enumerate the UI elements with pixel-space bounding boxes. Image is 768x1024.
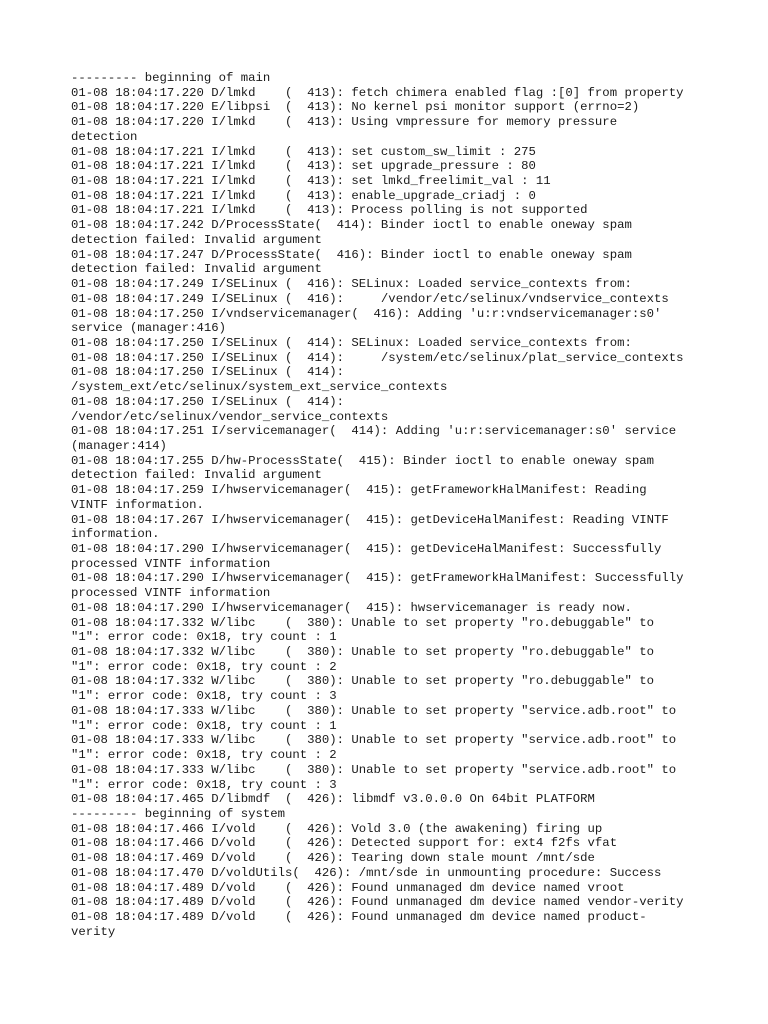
log-line: information.	[71, 527, 160, 542]
log-line: 01-08 18:04:17.220 E/libpsi ( 413): No kernel psi monitor support (errno=2)	[71, 100, 640, 115]
log-line: 01-08 18:04:17.469 D/vold ( 426): Tearing down stale mount /mnt/sde	[71, 851, 595, 866]
log-line: processed VINTF information	[71, 556, 271, 571]
log-line: "1": error code: 0x18, try count : 3	[71, 689, 337, 704]
log-line: 01-08 18:04:17.221 I/lmkd ( 413): Process polling is not supported	[71, 203, 588, 218]
log-line: 01-08 18:04:17.221 I/lmkd ( 413): set upgrade_pressure : 80	[71, 159, 536, 174]
log-line: /vendor/etc/selinux/vendor_service_contexts	[71, 409, 389, 424]
log-line: 01-08 18:04:17.249 I/SELinux ( 416): /vendor/etc/selinux/vndservice_contexts	[71, 291, 669, 306]
log-line: detection failed: Invalid argument	[71, 468, 322, 483]
log-line: 01-08 18:04:17.247 D/ProcessState( 416): Binder ioctl to enable oneway spam	[71, 247, 632, 262]
log-line: 01-08 18:04:17.332 W/libc ( 380): Unable to set property "ro.debuggable" to	[71, 645, 654, 660]
log-line: 01-08 18:04:17.466 D/vold ( 426): Detected support for: ext4 f2fs vfat	[71, 836, 618, 851]
log-line: 01-08 18:04:17.290 I/hwservicemanager( 415): getFrameworkHalManifest: Successfully	[71, 571, 684, 586]
log-line: 01-08 18:04:17.489 D/vold ( 426): Found unmanaged dm device named product-	[71, 909, 647, 924]
log-line: --------- beginning of main	[71, 71, 271, 85]
log-line: 01-08 18:04:17.333 W/libc ( 380): Unable to set property "service.adb.root" to	[71, 733, 677, 748]
log-line: 01-08 18:04:17.250 I/SELinux ( 414):	[71, 394, 345, 409]
log-line: "1": error code: 0x18, try count : 3	[71, 777, 337, 792]
log-line: 01-08 18:04:17.251 I/servicemanager( 414): Adding 'u:r:servicemanager:s0' service	[71, 424, 677, 439]
log-line: processed VINTF information	[71, 586, 271, 601]
log-line: --------- beginning of system	[71, 806, 286, 821]
log-line: verity	[71, 924, 116, 939]
log-line: 01-08 18:04:17.333 W/libc ( 380): Unable to set property "service.adb.root" to	[71, 762, 677, 777]
log-line: 01-08 18:04:17.267 I/hwservicemanager( 415): getDeviceHalManifest: Reading VINTF	[71, 512, 669, 527]
log-line: 01-08 18:04:17.489 D/vold ( 426): Found unmanaged dm device named vroot	[71, 880, 625, 895]
log-line: 01-08 18:04:17.332 W/libc ( 380): Unable to set property "ro.debuggable" to	[71, 615, 654, 630]
log-line: "1": error code: 0x18, try count : 2	[71, 748, 337, 763]
log-line: 01-08 18:04:17.221 I/lmkd ( 413): set custom_sw_limit : 275	[71, 144, 536, 159]
log-line: 01-08 18:04:17.250 I/SELinux ( 414):	[71, 365, 345, 380]
log-line: 01-08 18:04:17.332 W/libc ( 380): Unable to set property "ro.debuggable" to	[71, 674, 654, 689]
log-line: 01-08 18:04:17.470 D/voldUtils( 426): /mnt/sde in unmounting procedure: Success	[71, 865, 662, 880]
log-line: 01-08 18:04:17.259 I/hwservicemanager( 415): getFrameworkHalManifest: Reading	[71, 483, 647, 498]
log-line: 01-08 18:04:17.465 D/libmdf ( 426): libmdf v3.0.0.0 On 64bit PLATFORM	[71, 792, 595, 807]
log-line: service (manager:416)	[71, 321, 226, 336]
log-line: detection	[71, 129, 138, 144]
log-line: 01-08 18:04:17.290 I/hwservicemanager( 415): hwservicemanager is ready now.	[71, 600, 632, 615]
log-line: detection failed: Invalid argument	[71, 262, 322, 277]
log-line: 01-08 18:04:17.255 D/hw-ProcessState( 415): Binder ioctl to enable oneway spam	[71, 453, 654, 468]
log-line: 01-08 18:04:17.221 I/lmkd ( 413): enable_upgrade_criadj : 0	[71, 188, 536, 203]
log-line: /system_ext/etc/selinux/system_ext_service_contexts	[71, 380, 448, 395]
log-line: 01-08 18:04:17.290 I/hwservicemanager( 415): getDeviceHalManifest: Successfully	[71, 542, 662, 556]
log-line: 01-08 18:04:17.242 D/ProcessState( 414): Binder ioctl to enable oneway spam	[71, 218, 632, 233]
log-line: 01-08 18:04:17.250 I/SELinux ( 414): /system/etc/selinux/plat_service_contexts	[71, 350, 684, 365]
log-line: 01-08 18:04:17.221 I/lmkd ( 413): set lmkd_freelimit_val : 11	[71, 174, 551, 189]
log-line: 01-08 18:04:17.220 D/lmkd ( 413): fetch chimera enabled flag :[0] from property	[71, 85, 684, 100]
log-line: "1": error code: 0x18, try count : 2	[71, 659, 337, 674]
log-line: 01-08 18:04:17.249 I/SELinux ( 416): SELinux: Loaded service_contexts from:	[71, 277, 632, 292]
log-line: 01-08 18:04:17.250 I/SELinux ( 414): SELinux: Loaded service_contexts from:	[71, 335, 632, 350]
log-line: 01-08 18:04:17.489 D/vold ( 426): Found unmanaged dm device named vendor-verity	[71, 895, 684, 910]
log-line: (manager:414)	[71, 438, 167, 453]
log-text-block	[71, 71, 711, 939]
log-line: "1": error code: 0x18, try count : 1	[71, 630, 337, 645]
log-line: "1": error code: 0x18, try count : 1	[71, 718, 337, 733]
log-line: 01-08 18:04:17.333 W/libc ( 380): Unable to set property "service.adb.root" to	[71, 703, 677, 718]
log-line: 01-08 18:04:17.250 I/vndservicemanager( 416): Adding 'u:r:vndservicemanager:s0'	[71, 306, 662, 321]
log-line: VINTF information.	[71, 497, 204, 512]
log-line: detection failed: Invalid argument	[71, 232, 322, 247]
log-line: 01-08 18:04:17.466 I/vold ( 426): Vold 3.0 (the awakening) firing up	[71, 821, 603, 836]
log-line: 01-08 18:04:17.220 I/lmkd ( 413): Using vmpressure for memory pressure	[71, 115, 618, 130]
